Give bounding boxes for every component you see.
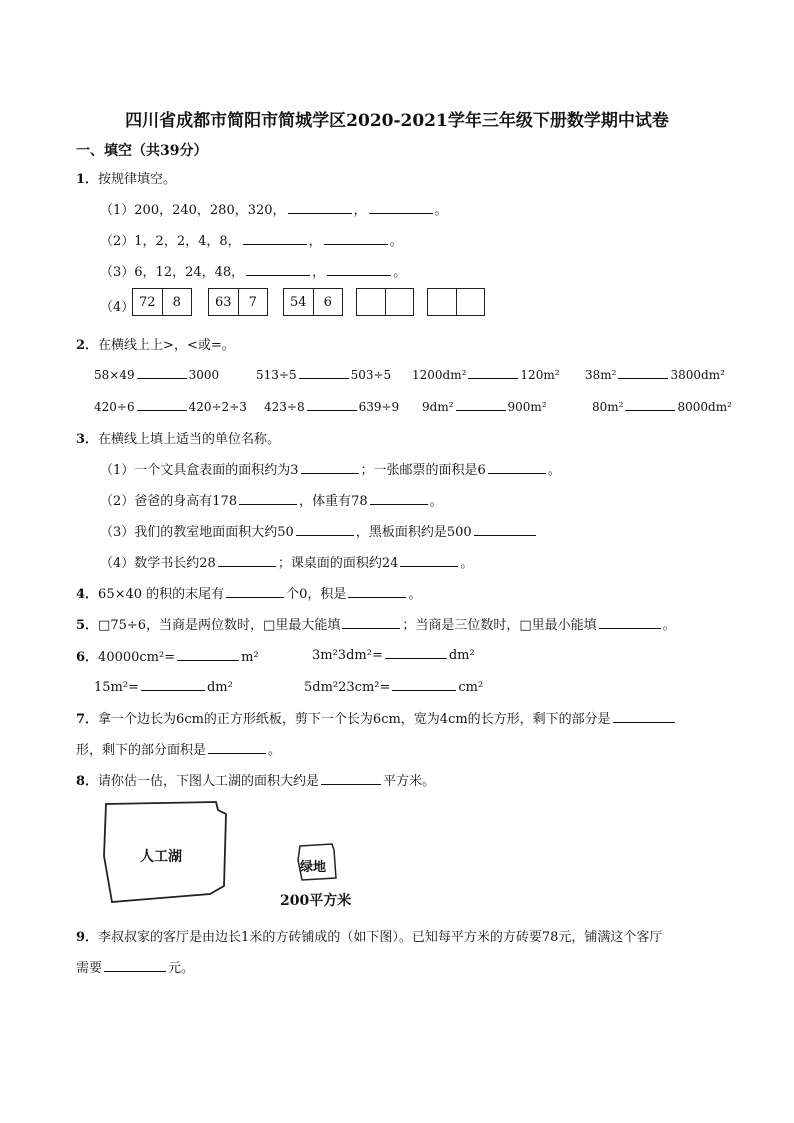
unit: dm² (206, 680, 233, 695)
period: 。 (389, 234, 403, 249)
question-number: 5． (76, 618, 99, 633)
question-number: 2． (76, 338, 99, 353)
answer-blank[interactable] (474, 523, 536, 536)
q3-line-1 (100, 459, 561, 478)
q1-line-3 (100, 261, 406, 280)
answer-blank[interactable] (625, 398, 675, 411)
expr-left: 9dm² (422, 400, 454, 414)
answer-blank[interactable] (488, 461, 546, 474)
question-text: 形，剩下的部分面积是 (76, 743, 207, 758)
section-heading: 一、填空（共39分） (76, 143, 208, 159)
number-box (208, 288, 268, 316)
q3-text: ；一张邮票的面积是6 (360, 463, 486, 478)
expr-right: 8000dm² (677, 400, 732, 414)
q1-line-2 (100, 230, 403, 249)
answer-blank[interactable] (392, 678, 456, 691)
expr-left: 38m² (585, 368, 617, 382)
question-5 (76, 614, 676, 633)
question-7 (76, 708, 677, 727)
conversion-left: 5dm²23cm²= (304, 680, 391, 695)
answer-blank[interactable] (208, 741, 266, 754)
q1-line-3-text: （3）6，12，24，48， (100, 265, 245, 280)
question-number: 9． (76, 930, 99, 945)
answer-blank[interactable] (296, 523, 354, 536)
period: 。 (662, 618, 676, 633)
answer-blank[interactable] (137, 398, 187, 411)
answer-box[interactable] (356, 288, 414, 316)
q6-item (94, 678, 233, 695)
expr-right: 3800dm² (670, 368, 725, 382)
question-9 (76, 926, 662, 945)
answer-blank[interactable] (288, 201, 352, 214)
box-cell: 54 (289, 294, 307, 310)
green-area-label: 200平方米 (280, 893, 352, 909)
unit: m² (241, 650, 259, 665)
question-text: 按规律填空。 (98, 172, 177, 187)
question-text: 在横线上填上适当的单位名称。 (98, 432, 281, 447)
question-text: □75÷6，当商是两位数时，□里最大能填 (98, 618, 341, 633)
box-cell: 63 (214, 294, 232, 310)
answer-blank[interactable] (104, 959, 166, 972)
answer-blank[interactable] (301, 461, 359, 474)
q2-pair (422, 398, 547, 414)
expr-right: 503÷5 (350, 368, 392, 382)
q2-pair (94, 398, 247, 414)
q6-item (312, 646, 475, 663)
answer-blank[interactable] (618, 366, 668, 379)
answer-blank[interactable] (141, 678, 205, 691)
question-number: 3． (76, 432, 99, 447)
period: 。 (268, 743, 282, 758)
q2-pair (256, 366, 391, 382)
question-4 (76, 583, 421, 602)
question-text: 在横线上上>，<或=。 (98, 338, 235, 353)
question-text: 拿一个边长为6cm的正方形纸板，剪下一个长为6cm，宽为4cm的长方形，剩下的部分是 (98, 712, 611, 727)
q2-pair (264, 398, 399, 414)
unit: cm² (458, 680, 484, 695)
answer-blank[interactable] (400, 554, 458, 567)
answer-blank[interactable] (385, 646, 447, 659)
answer-blank[interactable] (370, 492, 428, 505)
box-cell: 6 (313, 289, 343, 315)
period: 。 (460, 556, 474, 571)
answer-blank[interactable] (177, 648, 239, 661)
q7-line-2 (76, 739, 281, 758)
answer-blank[interactable] (327, 263, 391, 276)
question-number: 6． (76, 650, 99, 665)
separator: ， (308, 234, 322, 249)
question-number: 7． (76, 712, 99, 727)
expr-left: 58×49 (94, 368, 135, 382)
question-text: ；当商是三位数时，□里最小能填 (402, 618, 597, 633)
q2-pair (585, 366, 725, 382)
box-cell[interactable] (357, 289, 385, 315)
separator: ， (312, 265, 326, 280)
answer-blank[interactable] (226, 585, 284, 598)
question-1 (76, 168, 176, 187)
green-label: 绿地 (300, 860, 327, 875)
answer-blank[interactable] (613, 710, 675, 723)
conversion-left: 40000cm²= (98, 650, 176, 665)
q2-pair (592, 398, 732, 414)
q3-text: ，体重有78 (299, 494, 368, 509)
period: 。 (434, 203, 448, 218)
question-text: 李叔叔家的客厅是由边长1米的方砖铺成的（如下图）。已知每平方米的方砖要78元，铺满这个客厅 (98, 930, 663, 945)
question-text: 请你估一估，下图人工湖的面积大约是 (98, 774, 320, 789)
conversion-left: 15m²= (94, 680, 139, 695)
box-cell[interactable] (385, 289, 414, 315)
q6-item (304, 678, 483, 695)
expr-right: 3000 (188, 368, 220, 382)
q3-text: （4）数学书长约28 (100, 556, 216, 571)
conversion-left: 3m²3dm²= (312, 648, 383, 663)
question-2 (76, 334, 235, 353)
question-text: 65×40 的积的末尾有 (98, 587, 225, 602)
q3-line-3 (100, 521, 538, 540)
question-6 (76, 646, 259, 665)
expr-left: 513÷5 (256, 368, 297, 382)
answer-blank[interactable] (218, 554, 276, 567)
q3-text: （1）一个文具盒表面的面积约为3 (100, 463, 299, 478)
answer-blank[interactable] (348, 585, 406, 598)
answer-blank[interactable] (307, 398, 357, 411)
expr-right: 900m² (507, 400, 547, 414)
q2-pair (412, 366, 560, 382)
expr-right: 120m² (520, 368, 560, 382)
answer-blank[interactable] (324, 232, 388, 245)
q3-line-4 (100, 552, 473, 571)
answer-blank[interactable] (456, 398, 506, 411)
answer-blank[interactable] (299, 366, 349, 379)
box-cell: 72 (138, 294, 156, 310)
q1-line-1 (100, 199, 448, 218)
number-box (132, 288, 192, 316)
answer-box[interactable] (427, 288, 485, 316)
question-number: 1． (76, 172, 99, 187)
unit: dm² (448, 648, 475, 663)
q3-text: ，黑板面积约是500 (355, 525, 472, 540)
answer-blank[interactable] (239, 492, 297, 505)
expr-left: 80m² (592, 400, 624, 414)
q3-line-2 (100, 490, 443, 509)
expr-left: 420÷6 (94, 400, 135, 414)
q3-text: （3）我们的教室地面面积大约50 (100, 525, 294, 540)
expr-right: 639÷9 (358, 400, 400, 414)
box-cell[interactable] (456, 289, 485, 315)
answer-blank[interactable] (246, 263, 310, 276)
page-title: 四川省成都市简阳市简城学区2020-2021学年三年级下册数学期中试卷 (125, 111, 669, 131)
answer-blank[interactable] (342, 616, 400, 629)
question-number: 4． (76, 587, 99, 602)
question-text: 平方米。 (383, 774, 436, 789)
lake-label: 人工湖 (140, 849, 182, 865)
q3-text: （2）爸爸的身高有178 (100, 494, 238, 509)
q3-text: ；课桌面的面积约24 (277, 556, 399, 571)
q1-line-2-text: （2）1，2，2，4，8， (100, 234, 241, 249)
box-cell: 8 (162, 289, 192, 315)
answer-blank[interactable] (137, 366, 187, 379)
answer-blank[interactable] (369, 201, 433, 214)
question-text: 需要 (76, 961, 103, 976)
question-text: 个0，积是 (286, 587, 347, 602)
answer-blank[interactable] (243, 232, 307, 245)
period: 。 (393, 265, 407, 280)
q2-pair (94, 366, 219, 382)
question-8 (76, 770, 435, 789)
period: 。 (408, 587, 422, 602)
answer-blank[interactable] (599, 616, 661, 629)
number-box (283, 288, 343, 316)
question-text: 元。 (168, 961, 195, 976)
q1-line-4-label: （4） (100, 300, 135, 315)
expr-left: 1200dm² (412, 368, 467, 382)
period: 。 (547, 463, 561, 478)
answer-blank[interactable] (321, 772, 381, 785)
separator: ， (353, 203, 367, 218)
period: 。 (429, 494, 443, 509)
question-number: 8． (76, 774, 99, 789)
expr-right: 420÷2÷3 (188, 400, 247, 414)
question-3 (76, 428, 280, 447)
q1-line-1-text: （1）200，240，280，320， (100, 203, 286, 218)
answer-blank[interactable] (468, 366, 518, 379)
box-cell: 7 (238, 289, 268, 315)
q9-line-2 (76, 957, 194, 976)
expr-left: 423÷8 (264, 400, 305, 414)
box-cell[interactable] (428, 289, 456, 315)
